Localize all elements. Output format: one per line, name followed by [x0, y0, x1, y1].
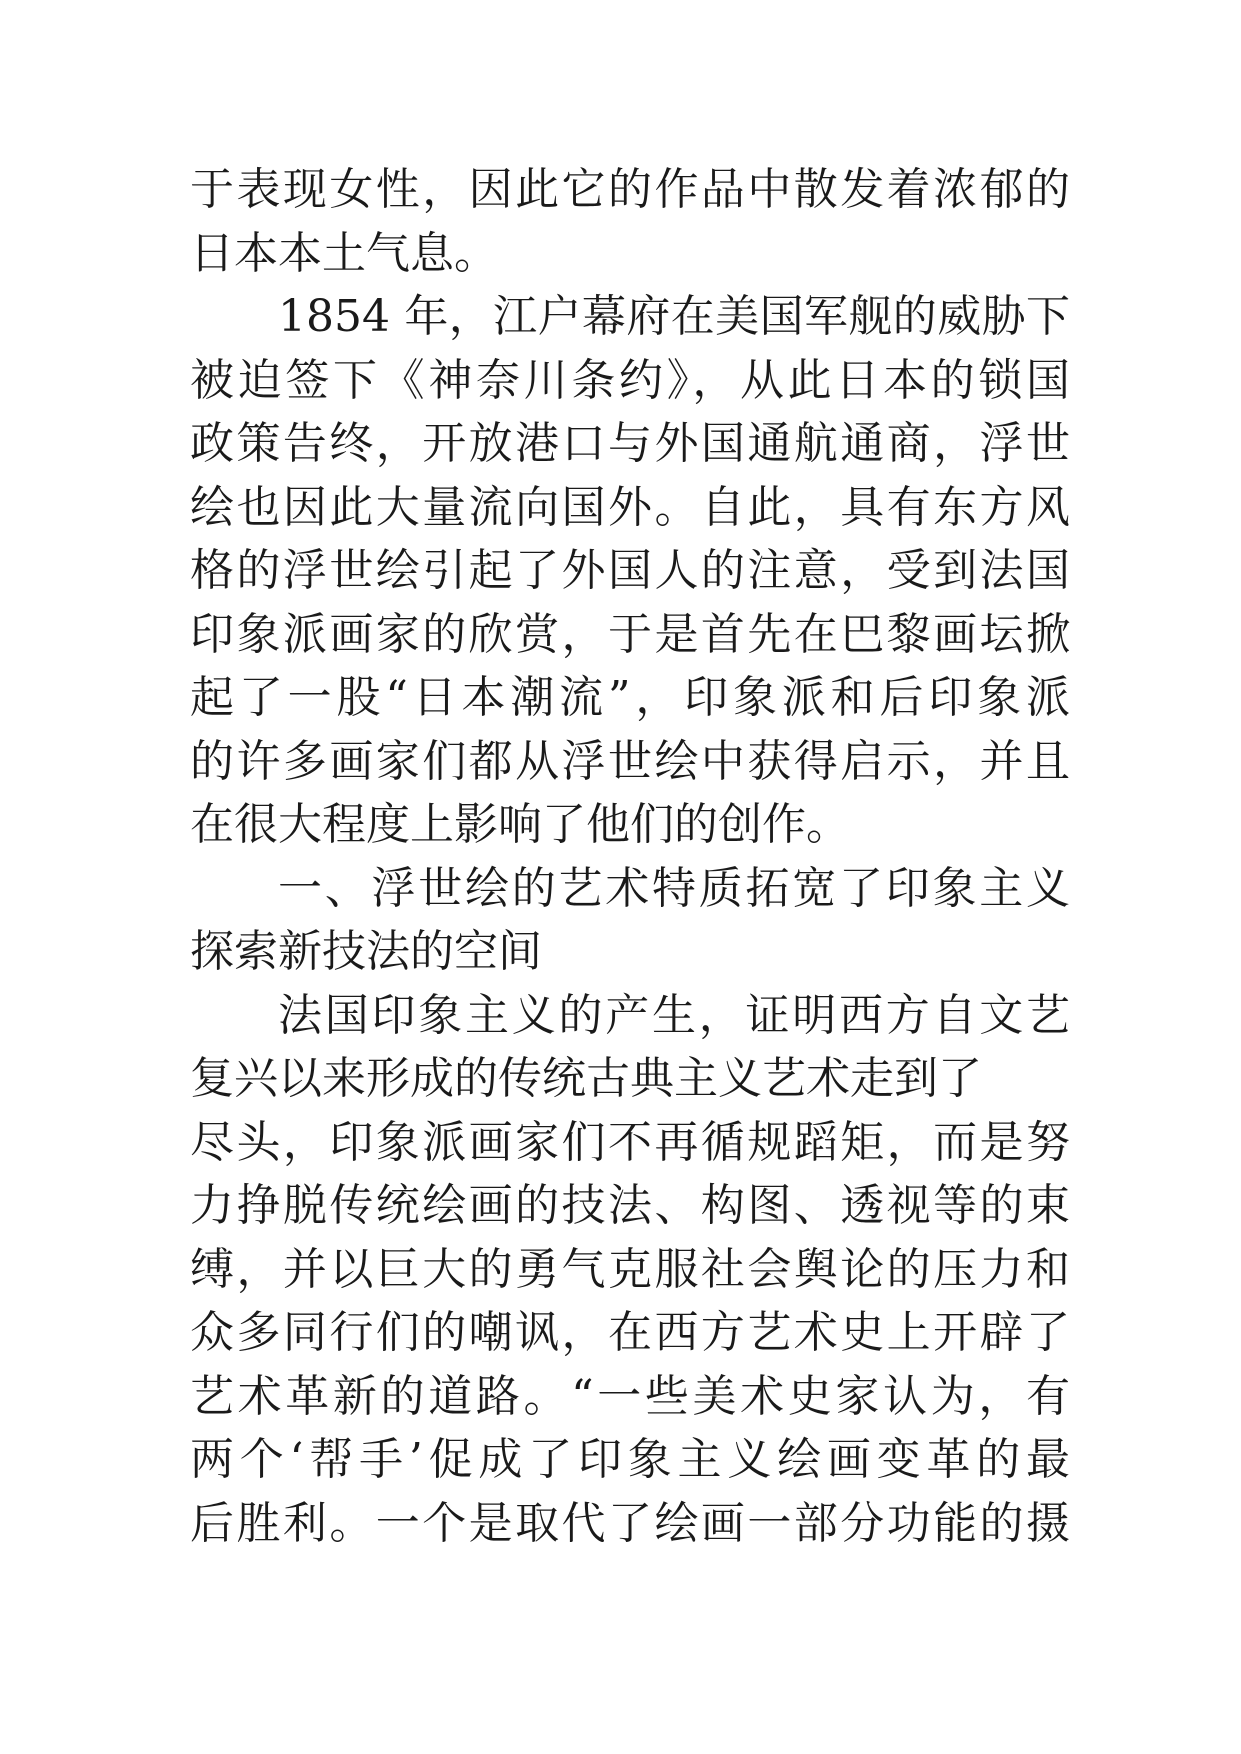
text-line: 绘也因此大量流向国外。自此，具有东方风 [190, 481, 1070, 533]
text-line: 格的浮世绘引起了外国人的注意，受到法国 [190, 545, 1070, 596]
body-text [190, 158, 1070, 1555]
text-line: 起了一股“日本潮流”，印象派和后印象派 [190, 672, 1070, 723]
text-line: 法国印象主义的产生，证明西方自文艺 [278, 989, 1070, 1041]
text-line: 两个‘帮手’促成了印象主义绘画变革的最 [190, 1434, 1070, 1485]
text-line: 众多同行们的嘲讽，在西方艺术史上开辟了 [190, 1307, 1070, 1358]
text-line: 尽头，印象派画家们不再循规蹈矩，而是努 [190, 1116, 1070, 1168]
text-line: 缚，并以巨大的勇气克服社会舆论的压力和 [190, 1243, 1070, 1295]
text-line: 艺术革新的道路。“一些美术史家认为，有 [190, 1370, 1070, 1422]
text-line: 复兴以来形成的传统古典主义艺术走到了 [190, 1053, 982, 1104]
text-line: 印象派画家的欣赏，于是首先在巴黎画坛掀 [190, 608, 1070, 660]
text-line: 日本本土气息。 [190, 227, 498, 279]
text-line: 于表现女性，因此它的作品中散发着浓郁的 [190, 164, 1070, 215]
text-line: 在很大程度上影响了他们的创作。 [190, 799, 850, 850]
text-line: 后胜利。一个是取代了绘画一部分功能的摄 [190, 1497, 1070, 1549]
text-line: 的许多画家们都从浮世绘中获得启示，并且 [190, 735, 1070, 787]
text-line: 被迫签下《神奈川条约》，从此日本的锁国 [190, 354, 1070, 406]
text-line: 政策告终，开放港口与外国通航通商，浮世 [190, 418, 1070, 469]
text-line: 力挣脱传统绘画的技法、构图、透视等的束 [190, 1180, 1070, 1231]
text-line: 1854 年，江户幕府在美国军舰的威胁下 [278, 291, 1070, 342]
text-line: 一、浮世绘的艺术特质拓宽了印象主义 [278, 862, 1070, 914]
text-line: 探索新技法的空间 [190, 926, 542, 977]
